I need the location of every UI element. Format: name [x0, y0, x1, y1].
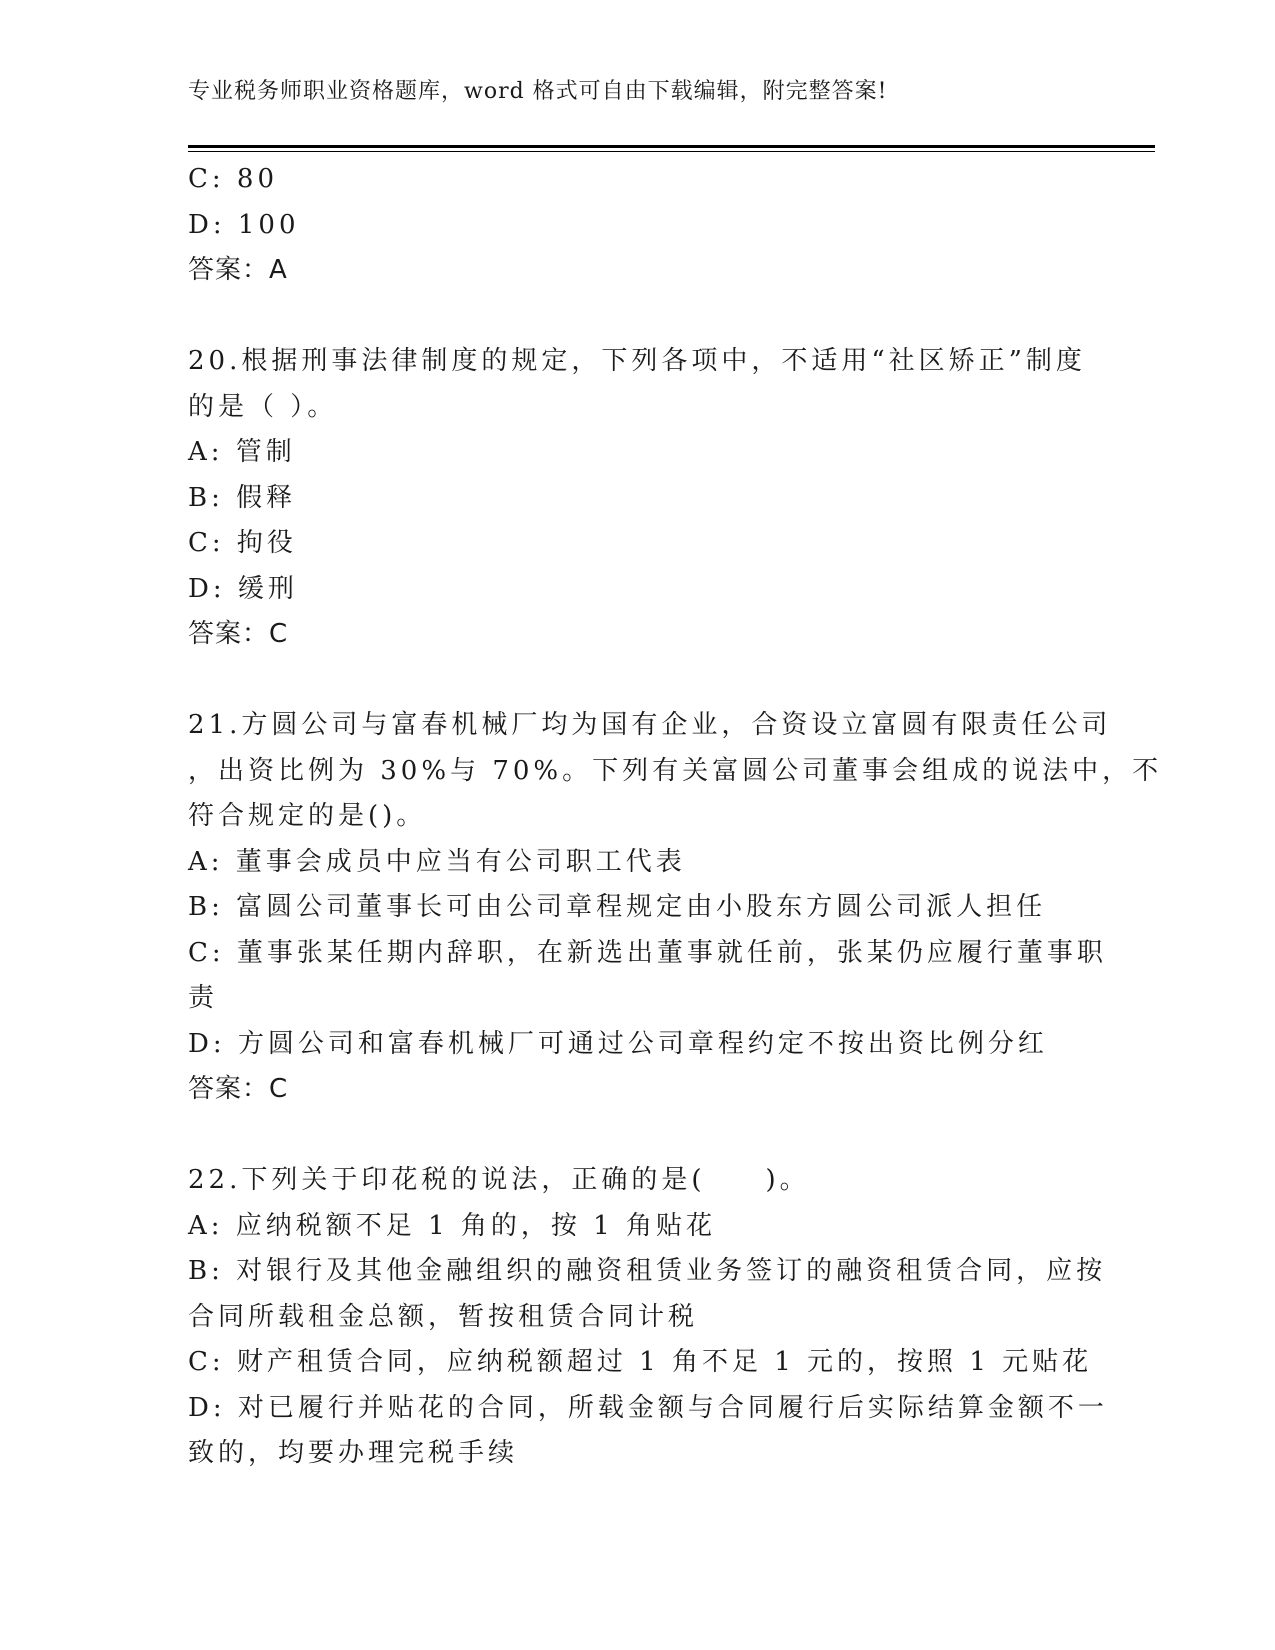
- spacer: [188, 294, 1088, 340]
- spacer: [188, 658, 1088, 704]
- q21-stem-line-2: ，出资比例为 30%与 70%。下列有关富圆公司董事会组成的说法中，不: [188, 755, 1163, 786]
- q21-option-c-line-2: 责: [188, 983, 219, 1013]
- q21-option-d: D: 方圆公司和富春机械厂可通过公司章程约定不按出资比例分红: [188, 1028, 1048, 1059]
- q22-option-b-line-2: 合同所载租金总额，暂按租赁合同计税: [188, 1301, 699, 1332]
- question-content: [188, 157, 1163, 1477]
- q22-option-c: C: 财产租赁合同，应纳税额超过 1 角不足 1 元的，按照 1 元贴花: [188, 1347, 1093, 1377]
- q19-answer: 答案：A: [188, 255, 288, 285]
- q22-option-a: A: 应纳税额不足 1 角的，按 1 角贴花: [188, 1210, 716, 1241]
- q22-option-b-line-1: B: 对银行及其他金融组织的融资租赁业务签订的融资租赁合同，应按: [188, 1256, 1107, 1286]
- q19-option-d: D: 100: [188, 209, 300, 240]
- page-header: 专业税务师职业资格题库，word 格式可自由下载编辑，附完整答案!: [188, 79, 888, 104]
- q20-option-a: A: 管制: [188, 437, 296, 467]
- header-rule-thin: [188, 151, 1155, 152]
- q21-option-a: A: 董事会成员中应当有公司职工代表: [188, 846, 686, 877]
- q21-option-b: B: 富圆公司董事长可由公司章程规定由小股东方圆公司派人担任: [188, 892, 1047, 922]
- q21-option-c-line-1: C: 董事张某任期内辞职，在新选出董事就任前，张某仍应履行董事职: [188, 937, 1107, 968]
- q21-stem-line-3: 符合规定的是()。: [188, 801, 427, 831]
- q20-option-d: D: 缓刑: [188, 573, 298, 604]
- q19-option-c: C: 80: [188, 164, 279, 194]
- q20-option-b: B: 假释: [188, 482, 297, 513]
- q21-answer: 答案：C: [188, 1074, 289, 1104]
- q22-option-d-line-1: D: 对已履行并贴花的合同，所载金额与合同履行后实际结算金额不一: [188, 1392, 1108, 1423]
- q20-stem-line-2: 的是（ ）。: [188, 391, 338, 422]
- header-rule-thick: [188, 145, 1155, 148]
- q20-option-c: C: 拘役: [188, 528, 297, 558]
- q20-stem-line-1: 20.根据刑事法律制度的规定，下列各项中，不适用“社区矫正”制度: [188, 346, 1086, 376]
- spacer: [188, 1113, 1088, 1159]
- q22-stem: 22.下列关于印花税的说法，正确的是( )。: [188, 1165, 810, 1195]
- q20-answer: 答案：C: [188, 619, 289, 649]
- q21-stem-line-1: 21.方圆公司与富春机械厂均为国有企业，合资设立富圆有限责任公司: [188, 710, 1112, 740]
- q22-option-d-line-2: 致的，均要办理完税手续: [188, 1438, 519, 1468]
